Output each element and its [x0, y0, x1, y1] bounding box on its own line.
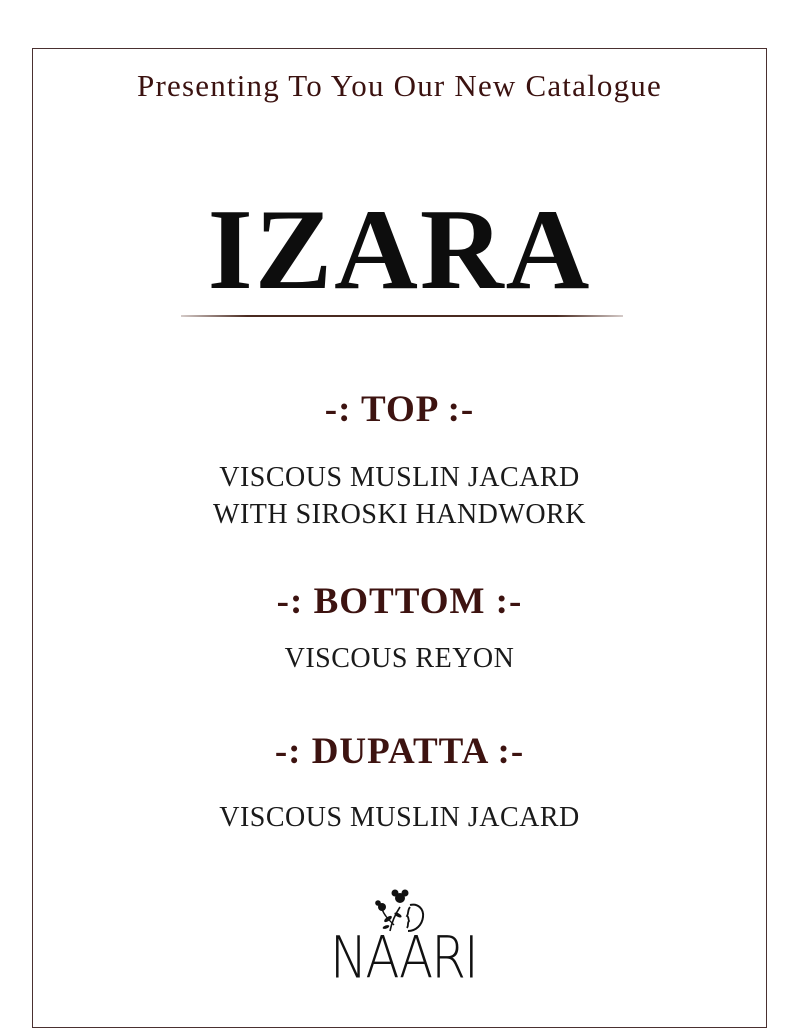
- brand-logo: [330, 885, 477, 992]
- section-body-dupatta: [0, 799, 799, 836]
- section-heading-dupatta: -: DUPATTA :-: [274, 731, 525, 772]
- catalogue-title: IZARA: [207, 186, 592, 314]
- intro-text: Presenting To You Our New Catalogue: [137, 68, 662, 103]
- brand-wordmark: NAARI: [330, 924, 477, 992]
- section-body-top: [0, 459, 799, 533]
- section-line: VISCOUS REYON: [284, 643, 515, 674]
- section-line: WITH SIROSKI HANDWORK: [213, 499, 586, 530]
- section-line: VISCOUS MUSLIN JACARD: [219, 802, 580, 833]
- section-heading-bottom: -: BOTTOM :-: [276, 581, 523, 622]
- title-divider: [181, 315, 623, 317]
- section-body-bottom: [0, 640, 799, 677]
- section-line: VISCOUS MUSLIN JACARD: [219, 462, 580, 493]
- section-heading-top: -: TOP :-: [324, 389, 475, 430]
